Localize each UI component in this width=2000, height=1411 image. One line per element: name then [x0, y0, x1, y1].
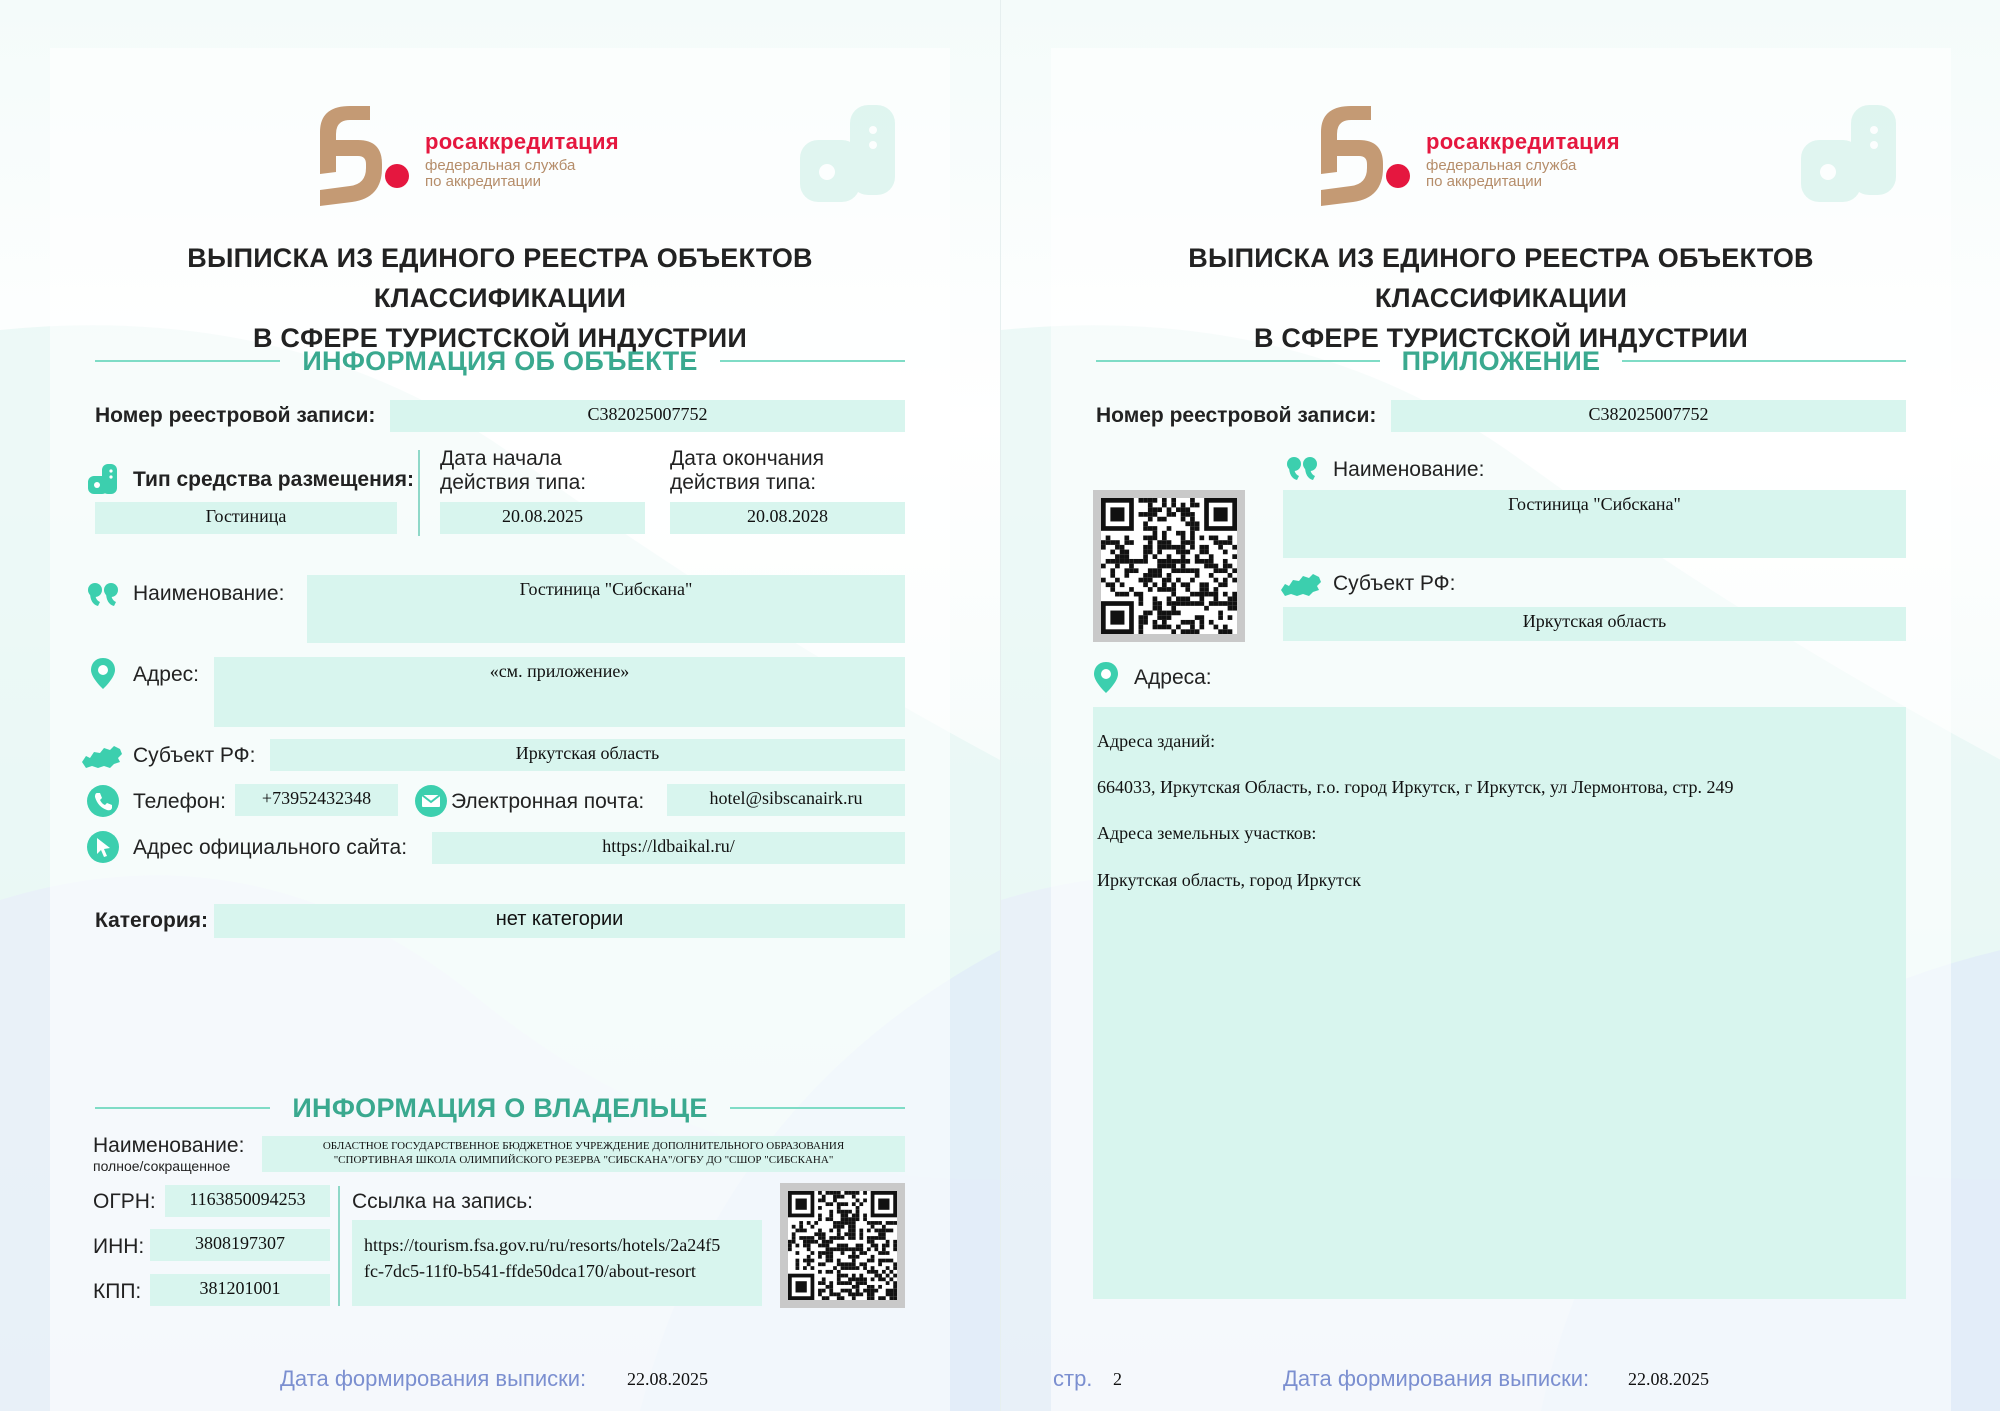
kpp-label: КПП:	[93, 1280, 142, 1303]
registry-label: Номер реестровой записи:	[95, 404, 376, 427]
section-object-title: ИНФОРМАЦИЯ ОБ ОБЪЕКТЕ	[302, 345, 698, 376]
category-label: Категория:	[95, 909, 208, 932]
russia-map-icon	[1279, 568, 1323, 602]
building-address-value: 664033, Иркутская Область, г.о. город Иркутск, г Иркутск, ул Лермонтова, стр. 249	[1097, 777, 1734, 797]
logo-name: росаккредитация	[425, 129, 619, 154]
kpp-value: 381201001	[150, 1274, 330, 1306]
address-label: Адрес:	[133, 663, 199, 686]
record-link-line-1: https://tourism.fsa.gov.ru/ru/resorts/hotels/2a24f5	[364, 1235, 721, 1255]
location-pin-icon	[86, 656, 120, 690]
end-date-label	[670, 447, 824, 495]
start-date-label	[440, 447, 586, 495]
logo-subtitle-line-2: по аккредитации	[425, 173, 541, 190]
qr-code[interactable]	[780, 1183, 905, 1308]
qr-code-icon	[1101, 498, 1237, 634]
hotel-watermark-icon	[1796, 100, 1906, 210]
logo-subtitle-line-2: по аккредитации	[1426, 173, 1542, 190]
rosakkreditatsiya-logo	[310, 102, 650, 207]
email-value: hotel@sibscanairk.ru	[667, 784, 905, 816]
logo-subtitle-line-1: федеральная служба	[425, 157, 576, 174]
email-icon	[414, 784, 448, 818]
hotel-icon	[86, 462, 120, 496]
registry-value: С382025007752	[390, 400, 905, 432]
start-date-label-line-2: действия типа:	[440, 471, 587, 494]
owner-name-line-1: ОБЛАСТНОЕ ГОСУДАРСТВЕННОЕ БЮДЖЕТНОЕ УЧРЕЖДЕНИЕ ДОПОЛНИТЕЛЬНОГО ОБРАЗОВАНИЯ	[322, 1140, 845, 1152]
document-page-2	[1000, 0, 2000, 1411]
section-appendix	[1096, 346, 1906, 376]
ogrn-label: ОГРН:	[93, 1190, 156, 1213]
location-pin-icon	[1089, 660, 1123, 694]
inn-value: 3808197307	[150, 1229, 330, 1261]
logo-subtitle	[425, 158, 575, 190]
footer-generated-label: Дата формирования выписки:	[1283, 1366, 1590, 1391]
record-link-value[interactable]	[352, 1220, 762, 1306]
document-title-line-2: В СФЕРЕ ТУРИСТСКОЙ ИНДУСТРИИ	[1254, 323, 1748, 353]
document-title	[60, 238, 940, 358]
accommodation-type-value: Гостиница	[95, 502, 397, 534]
start-date-value: 20.08.2025	[440, 502, 645, 534]
phone-label: Телефон:	[133, 790, 226, 813]
address-value: «см. приложение»	[214, 657, 905, 727]
owner-name-line-2: "СПОРТИВНАЯ ШКОЛА ОЛИМПИЙСКОГО РЕЗЕРВА "СИБСКАНА"/ОГБУ ДО "СШОР "СИБСКАНА"	[333, 1154, 834, 1166]
addresses-label: Адреса:	[1134, 666, 1212, 689]
object-name-value: Гостиница "Сибскана"	[307, 575, 905, 643]
logo-subtitle-line-1: федеральная служба	[1426, 157, 1577, 174]
logo-mark-icon	[310, 102, 410, 206]
website-value: https://ldbaikal.ru/	[432, 832, 905, 864]
document-title-line-1: ВЫПИСКА ИЗ ЕДИНОГО РЕЕСТРА ОБЪЕКТОВ КЛАССИФИКАЦИИ	[187, 243, 813, 313]
divider	[338, 1186, 340, 1306]
footer-generated-date: 22.08.2025	[1628, 1369, 1709, 1389]
divider	[418, 450, 420, 536]
inn-label: ИНН:	[93, 1235, 145, 1258]
document-title-line-1: ВЫПИСКА ИЗ ЕДИНОГО РЕЕСТРА ОБЪЕКТОВ КЛАССИФИКАЦИИ	[1188, 243, 1814, 313]
quote-icon	[1285, 452, 1319, 486]
building-addresses-label: Адреса зданий:	[1097, 731, 1216, 751]
logo-name: росаккредитация	[1426, 129, 1620, 154]
phone-value: +73952432348	[235, 784, 398, 816]
footer-generated-label: Дата формирования выписки:	[280, 1366, 587, 1391]
logo-subtitle	[1426, 158, 1576, 190]
logo-mark-icon	[1311, 102, 1411, 206]
registry-label: Номер реестровой записи:	[1096, 404, 1377, 427]
owner-name-value	[262, 1136, 905, 1172]
region-value: Иркутская область	[1283, 607, 1906, 641]
region-label: Субъект РФ:	[1333, 572, 1456, 595]
region-value: Иркутская область	[270, 739, 905, 771]
object-name-label: Наименование:	[1333, 458, 1485, 481]
end-date-value: 20.08.2028	[670, 502, 905, 534]
object-name-value: Гостиница "Сибскана"	[1283, 490, 1906, 558]
ogrn-value: 1163850094253	[165, 1185, 330, 1217]
land-address-value: Иркутская область, город Иркутск	[1097, 870, 1361, 890]
addresses-box	[1093, 707, 1906, 1299]
record-link-line-2: fc-7dc5-11f0-b541-ffde50dca170/about-resort	[364, 1261, 696, 1281]
owner-name-label: Наименование:	[93, 1134, 245, 1157]
document-title	[1061, 238, 1941, 358]
cursor-icon	[86, 830, 120, 864]
section-owner-title: ИНФОРМАЦИЯ О ВЛАДЕЛЬЦЕ	[292, 1092, 708, 1123]
document-title-line-2: В СФЕРЕ ТУРИСТСКОЙ ИНДУСТРИИ	[253, 323, 747, 353]
section-object-info	[95, 346, 905, 376]
qr-code-icon	[788, 1191, 897, 1300]
category-value: нет категории	[214, 904, 905, 938]
record-link-label: Ссылка на запись:	[352, 1190, 533, 1213]
footer-generated-date: 22.08.2025	[627, 1369, 708, 1389]
land-addresses-label: Адреса земельных участков:	[1097, 823, 1317, 843]
region-label: Субъект РФ:	[133, 744, 256, 767]
end-date-label-line-1: Дата окончания	[670, 447, 825, 470]
owner-name-sublabel: полное/сокращенное	[93, 1158, 231, 1174]
website-label: Адрес официального сайта:	[133, 836, 408, 859]
start-date-label-line-1: Дата начала	[440, 447, 562, 470]
page-number-value: 2	[1113, 1369, 1122, 1389]
hotel-watermark-icon	[795, 100, 905, 210]
russia-map-icon	[80, 740, 124, 774]
section-owner-info	[95, 1093, 905, 1123]
accommodation-type-label: Тип средства размещения:	[133, 468, 414, 491]
registry-value: С382025007752	[1391, 400, 1906, 432]
qr-code[interactable]	[1093, 490, 1245, 642]
object-name-label: Наименование:	[133, 582, 285, 605]
phone-icon	[86, 784, 120, 818]
rosakkreditatsiya-logo	[1311, 102, 1651, 207]
page-number-label: стр.	[1053, 1366, 1093, 1391]
email-label: Электронная почта:	[451, 790, 645, 813]
end-date-label-line-2: действия типа:	[670, 471, 817, 494]
section-appendix-title: ПРИЛОЖЕНИЕ	[1401, 345, 1601, 376]
quote-icon	[86, 578, 120, 612]
